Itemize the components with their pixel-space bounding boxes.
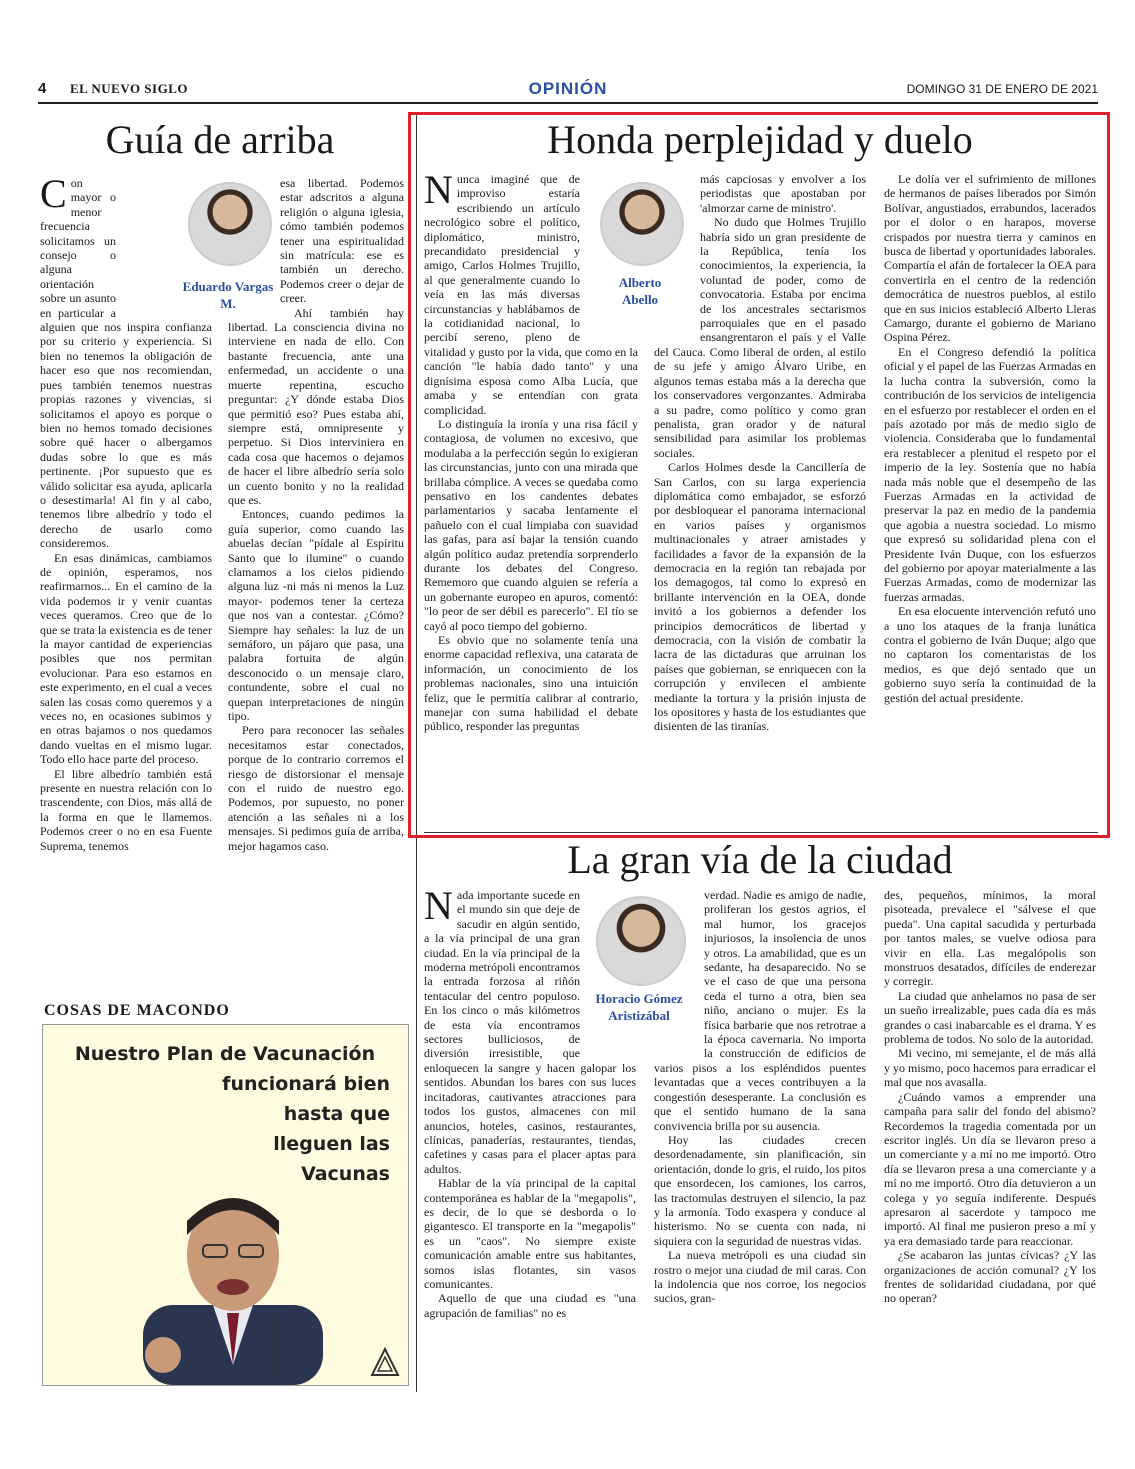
drop-cap: N [424, 172, 453, 212]
newspaper-name: EL NUEVO SIGLO [70, 81, 188, 96]
paragraph: Carlos Holmes desde la Cancillería de San Carlos, con su larga experiencia diplomática como embajador, se esforzó por desbloquear el panorama internacional en varios países y organismos multinacionales y atraer amistades y facilidades a favor de la expansión de la democracia en la región tan rebajada por los demagogos, tal como lo expresó en brillante intervención en la OEA, donde invitó a los gobiernos a defender los principios democráticos de libertad y democracia, con la visión de combatir la lacra de las dictaduras que arruinan los países que gobiernan, se enriquecen con la corrupción y envilecen el ambiente mediante la tortura y la prisión injusta de los opositores y hasta de los estudiantes que disienten de las tiranías. [654, 460, 866, 734]
issue-date: DOMINGO 31 DE ENERO DE 2021 [906, 82, 1098, 96]
paragraph: La nueva metrópoli es una ciudad sin rostro o mejor una ciudad de mil caras. Con la indolencia que nos corroe, los negocios sucios, gran- [654, 1248, 866, 1306]
paragraph: El libre albedrío también está presente en nuestra relación con lo trascendente, con Dios, más allá de la forma en que le llamemos. Podemos creer o no en esa Fuente Suprema, tenemos [40, 766, 212, 853]
paragraph: Ahí también hay libertad. La consciencia divina no interviene en nada de ello. Con bastante frecuencia, ante una enfermedad, un accidente o una muerte repentina, escucho preguntar: ¿Y dónde estaba Dios que permitió eso? Pues estaba ahí, siempre está, omnipresente y perpetuo. Si Dios interviniera en cada cosa que hacemos o dejamos de hacer el libre albedrío sería solo un cuento bonito y no la realidad que es. [228, 305, 404, 507]
author-name-horacio: Horacio Gómez Aristizábal [595, 991, 683, 1023]
author-name-eduardo: Eduardo Vargas M. [182, 279, 274, 311]
page-number: 4 [38, 80, 47, 97]
cartoon-heading: COSAS DE MACONDO [44, 1002, 230, 1019]
article2-column-2 [654, 172, 866, 824]
article2-column-3 [884, 172, 1096, 824]
paragraph: ¿Cuándo vamos a emprender una campaña para salir del fondo del abismo? Recordemos la tragedia comentada por un escritor inglés. Un día se llevaron preso a un comerciante y a mí no me importó. Otro día se llevaron presa a una comerciante y a mí no me importó. Otro día detuvieron a un colega y yo seguía indiferente. Después apresaron al sacerdote y tampoco me importó. Al final me pusieron preso a mí y ya era demasiado tarde para reaccionar. [884, 1089, 1096, 1248]
paragraph: unca imaginé que de improviso estaría escribiendo un artículo necrológico sobre el político, diplomático, ministro, precandidato presidencial y amigo, Carlos Holmes Trujillo, al que generalmente cuando lo veía en las más diversas circunstancias y hablábamos de la cotidianidad nacional, lo percibí sereno, pleno de vitalidad y gusto por la vida, que como en la canción "le había dado tanto" y una dignísima esposa como Alba Lucía, que amaba y se entendían con grata complicidad. [424, 172, 638, 417]
article2-title: Honda perplejidad y duelo [547, 117, 973, 162]
paragraph: des, pequeños, mínimos, la moral pisoteada, prevalece el "sálvese el que pueda". Una capital sacudida y perturbada por tantos males, se vuelve odiosa para vivir en ella. Las megalópolis son monstruos desatados, difíciles de enderezar y corregir. [884, 888, 1096, 989]
paragraph: ¿Se acabaron las juntas cívicas? ¿Y las organizaciones de acción comunal? ¿Y los frentes de solidaridad ciudadana, por qué no operan? [884, 1248, 1096, 1306]
paragraph: Aquello de que una ciudad es "una agrupación de familias" no es [424, 1291, 636, 1320]
section-name: OPINIÓN [528, 79, 608, 98]
paragraph: más capciosas y envolver a los periodistas que apostaban por 'almorzar carne de ministro'. [700, 172, 866, 215]
drop-cap: C [40, 176, 67, 216]
paragraph: La ciudad que anhelamos no pasa de ser un sueño irrealizable, pues cada día es más grandes o casi inabarcable es el drama. Y es problema de todos. No solo de la autoridad. [884, 988, 1096, 1047]
article1-column-1 [40, 176, 212, 986]
article-divider [424, 832, 1098, 833]
paragraph: Lo distinguía la ironía y una risa fácil y contagiosa, de volumen no excesivo, que modulaba a la perfección según lo exigieran las circunstancias, junto con una mirada que brillaba cómplice. A veces se quedaba como pensativo en los candentes debates parlamentarios y sacaba lentamente el pañuelo con el cual limpiaba con suavidad las gafas, para así bajar la tensión cuando algún político audaz pretendía sorprenderlo durante los debates del Congreso. Rememoro que cuando alguien se refería a un gobernante europeo en apuros, comentó: "lo peor de ser débil es parecerlo". El tío se cayó al poco tiempo del gobierno. [424, 416, 638, 633]
article1-title: Guía de arriba [105, 117, 335, 162]
cartoon-caption: Nuestro Plan de Vacunación funcionará bien hasta que lleguen las Vacunas [74, 1043, 390, 1185]
author-name-alberto: Alberto Abello [618, 275, 662, 307]
cartoon-figure [123, 1165, 343, 1385]
article3-column-1 [424, 888, 636, 1388]
paragraph: No dudo que Holmes Trujillo habría sido un gran presidente de la República, tenía los conocimientos, la experiencia, la voluntad de poder, como de convocatoria. Estaba por encima de los ancestrales sectarismos parroquiales que en el pasado ensangrentaron el país y el Valle del Cauca. Como liberal de orden, al estilo de su jefe y amigo Álvaro Uribe, en algunos temas estaba más a la derecha que los conservadores vergonzantes. Admiraba a su padre, como político y como gran penalista, gran orador y de natural sensibilidad para asimilar los problemas sociales. [654, 215, 866, 460]
paragraph: Entonces, cuando pedimos la guía superior, como cuando las abuelas decían "pídale al Espíritu Santo que lo ilumine" o cuando clamamos a los cielos pidiendo alguna luz -ni más ni menos la Luz mayor- podemos tener la certeza que nos van a contestar. ¿Cómo? Siempre hay señales: la luz de un semáforo, un pájaro que pasa, una palabra fortuita de algún desconocido o un mensaje claro, contundente, sobre el cual no quepan interpretaciones de ningún tipo. [228, 507, 404, 724]
paragraph: Pero para reconocer las señales necesitamos estar conectados, porque de lo contrario corremos el riesgo de distorsionar el mensaje con el ruido de nuestro ego. Podemos, por supuesto, no poner atención a las señales ni a los mensajes. Si pedimos guía de arriba, mejor hagamos caso. [228, 723, 404, 853]
article1-column-2 [228, 176, 404, 986]
article3-column-2 [654, 888, 866, 1388]
paragraph: esa libertad. Podemos estar adscritos a alguna religión o alguna iglesia, cómo también podemos tener una espiritualidad sin matrícula: ese es también un derecho. Podemos creer o dejar de creer. [280, 176, 404, 306]
cartoon [42, 1024, 409, 1386]
cartoonist-logo-icon [370, 1347, 400, 1377]
paragraph: ada importante sucede en el mundo sin que deje de sacudir en algún sentido, a la vía principal de una gran ciudad. En la vía principal de la moderna metrópoli encontramos la entrada forzosa al riñón tentacular del centro populoso. En los cinco o más kilómetros de esta vía encontramos sectores bulliciosos, de diversión irresistible, que enloquecen la sangre y hacen galopar los sentidos. Abundan los bares con sus luces incitadoras, cautivantes atracciones para todos los gustos, almacenes con mil anuncios, hoteles, casinos, restaurantes, clínicas, panaderías, restaurantes, tiendas, cafetines y casas para el placer aptas para adultos. [424, 888, 636, 1176]
drop-cap: N [424, 888, 453, 928]
paragraph: En esas dinámicas, cambiamos de opinión, esperamos, nos reafirmarnos... En el camino de la vida podemos ir y venir cuantas veces queramos. Creo que de lo que se trata la existencia es de tener la mayor cantidad de experiencias posibles que nos permitan evolucionar. Para eso estamos en este experimento, en el cual a veces salen las cosas como queremos y a veces no, en ocasiones subimos y en otras bajamos o nos quedamos dando vueltas en el mismo lugar. Todo ello hace parte del proceso. [40, 550, 212, 767]
paragraph: Mi vecino, mi semejante, el de más allá y yo mismo, poco hacemos para erradicar el mal que nos avasalla. [884, 1046, 1096, 1090]
paragraph: En el Congreso defendió la política oficial y el papel de las Fuerzas Armadas en la lucha contra la subversión, como la contribución de los servicios de inteligencia en el esfuerzo por restablecer el orden en el país azotado por más de medio siglo de violencia. Consideraba que lo fundamental era restablecer a plenitud el respeto por el imperio de la ley. Sostenía que no había nada más noble que el desempeño de las Fuerzas Armadas en la actividad de preservar la paz en medio de la pandemia que agobia a nuestra sociedad. Lo mismo que expresó su solidaridad plena con el Presidente Iván Duque, con los esfuerzos del gobierno por apoyar materialmente a las Fuerzas Armadas, como de modernizar las fuerzas armadas. [884, 344, 1096, 604]
article2-column-1 [424, 172, 638, 824]
paragraph: verdad. Nadie es amigo de nadie, proliferan los gestos agrios, el mal humor, los gracejos injuriosos, la insolencia de unos y otros. La amabilidad, que es un sedante, ha desaparecido. No se ve el caso de que una persona ceda el turno a otra, bien sea niño, anciano o mujer. Es la física barbarie que nos retrotrae a la época cavernaria. No importa la construcción de edificios de varios pisos a los espléndidos puentes levantadas que a veces contribuyen a la congestión desesperante. La conclusión es que el sentido humano de la sana convivencia brilla por su ausencia. [654, 888, 866, 1133]
page-header [38, 80, 1098, 104]
paragraph: Hablar de la vía principal de la capital contemporánea es hablar de la "megapolis", es decir, de lo que se desborda o lo gigantesco. El transporte en la "megapolis" es un "caos". No siempre existe comunicación amable entre sus habitantes, somos islas flotantes, sin vasos comunicantes. [424, 1176, 636, 1291]
article3-title: La gran vía de la ciudad [567, 837, 953, 882]
paragraph: Es obvio que no solamente tenía una enorme capacidad reflexiva, una catarata de información, un conocimiento de los problemas nacionales, sino una intuición feliz, que le permitía calibrar al contrario, manejar con suma habilidad el debate público, responder las preguntas [424, 633, 638, 734]
paragraph: En esa elocuente intervención refutó uno a uno los ataques de la franja lunática contra el gobierno de Iván Duque; algo que no captaron los comentaristas de los medios, es que dejó sentado que un gobierno suyo sería la continuidad de la gestión del actual presidente. [884, 604, 1096, 705]
article3-column-3 [884, 888, 1096, 1388]
paragraph: on mayor o menor frecuencia solicitamos un consejo o alguna orientación sobre un asunto en particular a alguien que nos inspira confianza por su criterio y experiencia. Si bien no tenemos la obligación de hacer eso que nos recomiendan, pues también tenemos nuestras propias razones y vivencias, si solicitamos el apoyo es porque o bien no hemos tomado decisiones sobre qué hacer o albergamos dudas sobre lo que es más pertinente. ¡Por supuesto que es válido solicitar esa ayuda, aplicarla o desestimarla! Al fin y al cabo, tenemos libre albedrío y todo el derecho de usarlo como consideremos. [40, 176, 212, 551]
paragraph: Le dolía ver el sufrimiento de millones de hermanos de países liberados por Simón Bolívar, angustiados, errabundos, lacerados por el dolor o en harapos, moverse crispados por nuestra tierra y caminos en busca de libertad y oportunidades laborales. Compartía el afán de fortalecer la OEA para convertirla en el centro de la redención democrática de nuestros pueblos, al estilo que en sus inicios estableció Alberto Lleras Camargo, durante el gobierno de Mariano Ospina Pérez. [884, 172, 1096, 345]
paragraph: Hoy las ciudades crecen desordenadamente, sin planificación, sin orientación, donde lo gris, el ruido, los pitos que ensordecen, los camiones, los carros, las tractomulas destruyen el silencio, la paz y la armonía. Todo exaspera y conduce al histerismo. No se cuenta con nada, ni siquiera con la seguridad de nuestras vidas. [654, 1132, 866, 1248]
